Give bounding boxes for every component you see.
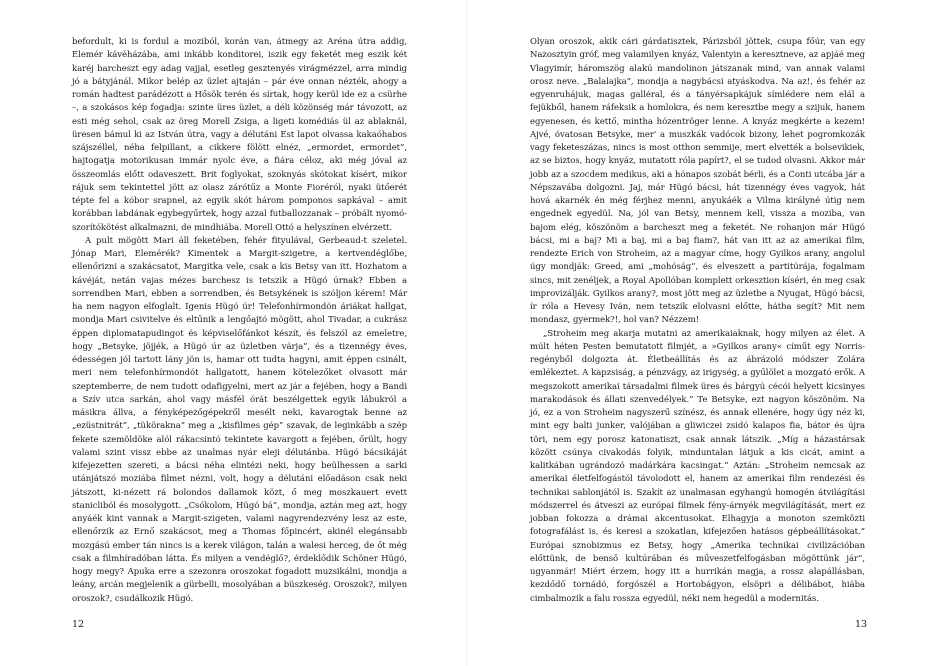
page-number: 12 xyxy=(72,619,85,630)
paragraph: Olyan oroszok, akik cári gárdatisztek, Párizsból jöttek, csupa főúr, van egy Nazosztyin gróf, meg valamilyen knyáz, Valentyin a keresztneve, az apjáé meg Vlagyimír, háromszög alakú mandolinon játszanak mind, van annak valami orosz neve. „Balalajka”, mondja a nagybácsi atyáskodva. Na az!, és fehér az egyenruhájuk, magas galléral, és a tányérsapkájuk símlédere nem elál a fejükből, hanem ráfeksik a homlokra, és nem keresztbe megy a szijuk, hanem egyenesen, és kettő, mintha hózentröger lenne. A knyáz megkérte a kezem! Ajvé, óvatosan Betsyke, mer' a muszkák vadócok bizony, lehet pogromkozák vagy feketeszázas, nincs is most otthon semmije, mert elvették a bolsevikiek, az se biztos, hogy knyáz, mutatott róla papírt?, el se tudod olvasni. Akkor már jobb az a szocdem medikus, aki a hónapos szobát bérli, és a Conti utcába jár a Népszavába dolgozni. Jaj, már Hügó bácsi, hát tizennégy éves vagyok, hát hová akarnék én még férjhez menni, anyukáék a Vilma királyné útig nem engednek egyedül. Na, jól van Betsy, mennem kell, vissza a moziba, van bajom elég, köszönöm a barcheszt meg a feketét. Ne rohanjon már Hügó bácsi, mi a baj? Mi a baj, mi a baj fiam?, hát van itt az az amerikai film, rendezte Erich von Stroheim, az a magyar címe, hogy Gyilkos arany, angolul úgy mondják: Greed, ami „mohóság”, és elveszett a partitúrája, fogalmam sincs, mit zenéljek, a Royal Apollóban komplett orkesztion kíséri, én meg csak improvizálják. Gyilkos arany?, most jött meg az üzletbe a Nyugat, Hügó bácsi, ír róla a Hevesy Iván, nem tetszik elolvasni előtte, hátha segít? Mit nem mondasz, gyermek?!, hol van? Nézzem! xyxy=(530,37,865,326)
right-page xyxy=(467,0,935,666)
left-page-text xyxy=(72,36,407,606)
paragraph: „Stroheim meg akarja mutatni az amerikaiaknak, hogy milyen az élet. A múlt héten Pesten bemutatott filmjét, a »Gyilkos arany« címűt egy Norris-regényből dolgozta át. Életbeállítás és az ábrázoló módszer Zolára emlékeztet. A kapzsiság, a pénzvágy, az irigység, a gyűlölet a mozgató erők. A megszokott amerikai társadalmi filmek üres és bárgyú cécói helyett kicsinyes marakodások és állati szenvedélyek.” Te Betsyke, ezt nagyon köszönöm. Na jó, ez a von Stroheim nagyszerű színész, és annak ellenére, hogy úgy néz ki, mint egy balti junker, valójában a gliwiczei zsidó kalapos fia, bátor és újra töri, nem egy porosz katonatiszt, csak annak látszik. „Míg a házastársak között csúnya civakodás folyik, minduntalan látjuk a kis cicát, amint a kalitkában ugrándozó madárkára kacsingat.” Aztán: „Stroheim nemcsak az amerikai életfelfogástól távolodott el, hanem az amerikai film rendezési és technikai sablonjától is. Szakít az unalmasan egyhangú homogén átvilágítási módszerrel és átveszi az európai filmek fény-árnyék megvilágítását, mert ez jobban fokozza a drámai akcentusokat. Elhagyja a monoton szemközti fotografálást is, és keresi a szokatlan, kifejezően hatásos gépbeállításokat.” Európai sznobizmus ez Betsy, hogy „Amerika technikai civilizációban előttünk, de benső kultúrában és műveszetfelfogásban mögöttünk jár”, ugyanmár! Miért érzem, hogy itt a hurrikán magja, a rossz alapállásban, kezdődő tornádó, forgószél a Hortobágyon, elsöpri a délibábot, hiába cimbalmozik a falu rossza egyedül, néki nem hegedül a modernitás. xyxy=(530,328,865,604)
paragraph: befordult, ki is fordul a moziból, korán van, átmegy az Aréna útra addig, Elemér kávéházába, ami inkább konditorei, iszik egy feketét meg eszik két karéj barcheszt egy adag vajjal, esetleg gesztenyés virágmézzel, arra mindig jó a bátyjánál. Mikor belép az üzlet ajtaján – pár éve onnan nézték, ahogy a román hadtest parádézott a Hősök terén és sírtak, hogy kerül ide ez a csürhe –, a szokásos kép fogadja: szinte üres üzlet, a déli közönség már távozott, az esti még sehol, csak az öreg Morell Zsiga, a ligeti komédiás ül az ablaknál, üresen bámul ki az István útra, vagy a délutáni Est lapot olvassa kakaóhabos szájszéllel, néha felpillant, a cikkere fölött elnéz, „ermordet, ermordet”, hajtogatja motorikusan immár nyolc éve, a fiára céloz, aki még jóval az összeomlás előtt odaveszett. Brit foglyokat, szoknyás skótokat kísért, mikor rájuk sem tekintettel jött az olasz zárótűz a Monte Fioréról, nyaki ütőerét tépte fel a kóbor srapnel, az egyik skót három pomponos sapkával – amit korábban labdának egybegyűrtek, hogy azzal futballozzanak – próbált nyomó-szorítókötést alkalmazni, de mindhiába. Morell Ottó a helyszínen elvérzett. xyxy=(72,37,407,233)
page-number: 13 xyxy=(855,619,868,630)
right-page-text xyxy=(530,36,865,606)
paragraph: A pult mögött Mari áll feketében, fehér fityulával, Gerbeaud-t szeletel. Jónap Mari, Elemérék? Kimentek a Margit-szigetre, a kertvendéglőbe, ellenőrizni a szakácsatot, Margitka vele, csak a kis Betsy van itt. Hozhatom a kávéját, netán vajas mézes barchesz is tetszik a Hügó úrnak? Ebben a sorrendben Mari, ebben a sorrendben, és Betsykének is szóljon kérem! Már ha nem nagyon elfoglalt. Igenis Hügó úr! Telefonhírmondón áriákat hallgat, mondja Mari csivitelve és eltűnik a lengőajtó mögött, ahol Tivadar, a cukrász éppen diplomatapudingot és képviselőfánkot készít, és felszól az emeletre, hogy „Betsyke, jöjjék, a Hügó úr az üzletben várja”, és a tizennégy éves, édességen jól tartott lány jön is, hamar ott tudta hagyni, amit éppen csinált, meri nem telefonhírmondót hallgatott, hanem kötelezőket olvasott már szeptemberre, de nem tudott odafigyelni, mert az jár a fejében, hogy a Bandi a Szív utca sarkán, ahol vagy másfél órát beszélgettek egyik lábukról a másikra állva, a fényképezőgépekről mesélt neki, kavarogtak benne az „ezüstnitrát”, „tükörakna” meg a „kisfilmes gép” szavak, de leginkább a szép fekete szemöldöke alól rákacsintó tekintete kavargott a fejében, őrült, hogy valami szint vissz ebbe az unalmas nyár eleji délutánba. Hügó bácsikáját kifejezetten szereti, a bácsi néha elintézi neki, hogy beülhessen a sarki utánjátszó moziába filmet nézni, volt, hogy a délutáni előadáson csak neki játszott, ki-nézett rá bolondos dallamok közt, ő meg moszkauert evett stanicliból és mosolygott. „Csókolom, Hügó bá”, mondja, aztán meg azt, hogy anyáék kint vannak a Margit-szigeten, valami nagyrendezvény lesz az este, ellenőrzik az Ernő szakácsot, meg a Thomas főpincért, akinél elegánsabb mozgású ember tán nincs is a kerek világon, talán a walesi herceg, de őt még csak a filmhíradóban látta. És milyen a vendéglő?, érdeklődik Schöner Hügó, hogy megy? Apuka erre a szezonra oroszokat fogadott muzsikálni, mondja a leány, arcán megjelenik a gürbelli, mosolyában a büszkeség. Oroszok?, milyen oroszok?, csudálkozik Hügó. xyxy=(72,235,407,604)
left-page xyxy=(0,0,466,666)
